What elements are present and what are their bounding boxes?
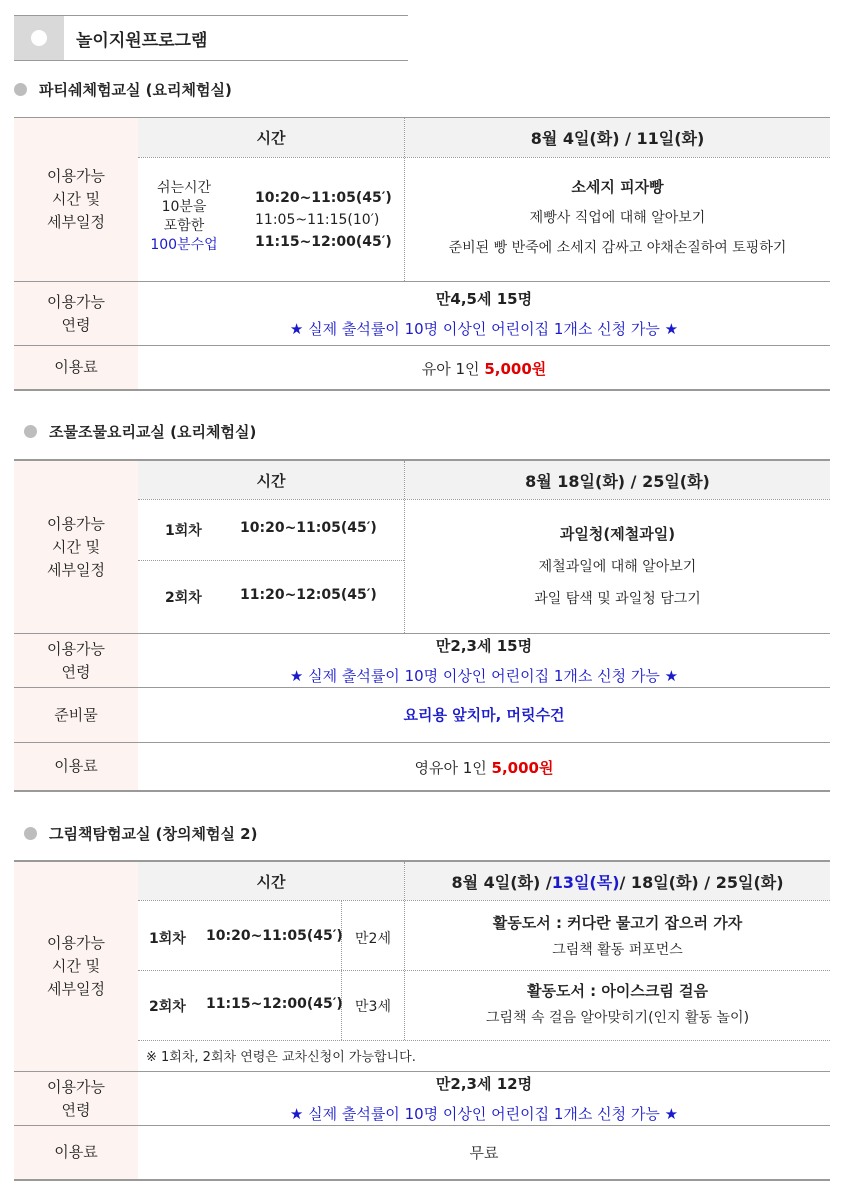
session-1-round: 1회차 [149,931,186,947]
fee-value: 유아 1인 5,000원 [421,360,547,378]
schedule-times [255,187,392,253]
time-header: 시간 [138,118,404,157]
page-title: 놀이지원프로그램 [76,31,208,51]
date-header: 8월 18일(화) / 25일(화) [405,461,830,499]
session-2-round: 2회차 [149,999,186,1015]
label-fee: 이용료 [14,743,138,790]
age-note: ★ 실제 출석률이 10명 이상인 어린이집 1개소 신청 가능 ★ [289,667,679,685]
section-title-text: 그림책탐험교실 (창의체험실 2) [49,825,258,843]
fee-value: 영유아 1인 5,000원 [414,759,554,777]
table-cooking [14,459,830,792]
label-schedule: 이용가능 시간 및 세부일정 [14,461,138,633]
table-picturebook [14,860,830,1182]
age-note: ★ 실제 출석률이 10명 이상인 어린이집 1개소 신청 가능 ★ [289,1105,679,1123]
session-1-activity: 활동도서 : 커다란 물고기 잡으러 가자 그림책 활동 퍼포먼스 [492,914,743,958]
bullet-icon [24,827,37,840]
session-1-time: 10:20~11:05(45′) [206,928,343,944]
label-age: 이용가능 연령 [14,634,138,687]
break-note: 쉬는시간 10분을 포함한 100분수업 [150,180,218,253]
session-1-round: 1회차 [165,523,202,539]
label-schedule: 이용가능 시간 및 세부일정 [14,118,138,281]
table-party [14,117,830,391]
circle-icon [31,30,47,46]
date-header: 8월 4일(화) / 11일(화) [405,118,830,157]
label-age: 이용가능 연령 [14,282,138,345]
session-2-round: 2회차 [165,590,202,606]
time-slot-1: 10:20~11:05(45′) [255,190,392,206]
session-2-time: 11:20~12:05(45′) [240,587,377,603]
activity-info: 과일청(제철과일) 제철과일에 대해 알아보기 과일 탐색 및 과일청 담그기 [534,525,701,607]
session-2-activity: 활동도서 : 아이스크림 걸음 그림책 속 걸음 알아맞히기(인지 활동 놀이) [485,982,750,1026]
bullet-icon [24,425,37,438]
session-2-time: 11:15~12:00(45′) [206,996,343,1012]
bullet-icon [14,83,27,96]
time-header: 시간 [138,461,404,499]
label-fee: 이용료 [14,1126,138,1179]
time-slot-2: 11:15~12:00(45′) [255,234,392,250]
header-marker [14,16,64,60]
section-title-picturebook [24,823,257,844]
date-header: 8월 4일(화) / 13일(목) / 18일(화) / 25일(화) [405,862,830,900]
fee-value: 무료 [469,1144,499,1162]
label-schedule: 이용가능 시간 및 세부일정 [14,862,138,1071]
program-header [14,15,408,61]
section-title-text: 조물조물요리교실 (요리체험실) [49,423,257,441]
section-title-party [14,79,232,100]
session-1-age: 만2세 [355,931,391,947]
session-2-age: 만3세 [355,999,391,1015]
section-title-text: 파티쉐체험교실 (요리체험실) [39,81,232,99]
section-title-cooking [24,421,256,442]
age-note: ★ 실제 출석률이 10명 이상인 어린이집 1개소 신청 가능 ★ [289,320,679,338]
label-prep: 준비물 [14,688,138,742]
label-fee: 이용료 [14,346,138,389]
label-age: 이용가능 연령 [14,1072,138,1125]
time-slot-break: 11:05~11:15(10′) [255,212,380,228]
footnote: ※ 1회차, 2회차 연령은 교차신청이 가능합니다. [146,1050,416,1065]
time-header: 시간 [138,862,404,900]
activity-info: 소세지 피자빵 제빵사 직업에 대해 알아보기 준비된 빵 반죽에 소세지 감싸고 야채손질하여 토핑하기 [448,178,787,256]
session-1-time: 10:20~11:05(45′) [240,520,377,536]
prep-value: 요리용 앞치마, 머릿수건 [403,706,565,724]
age-value: 만4,5세 15명 [435,290,533,308]
age-value: 만2,3세 12명 [435,1075,533,1093]
age-value: 만2,3세 15명 [435,637,533,655]
